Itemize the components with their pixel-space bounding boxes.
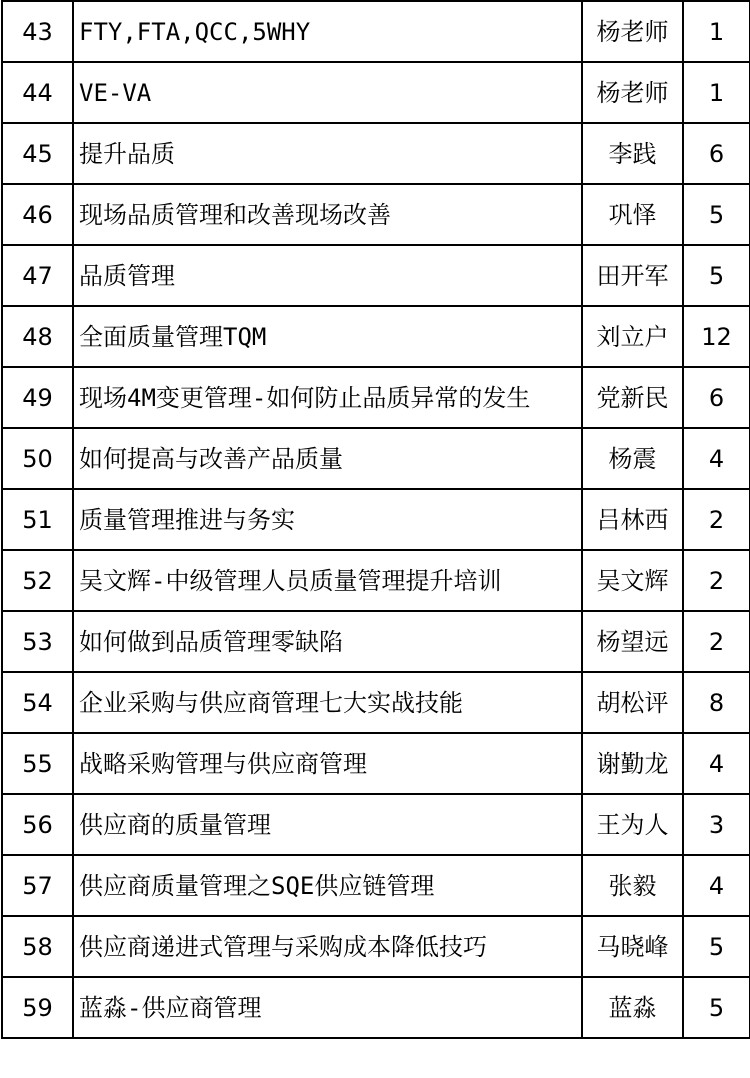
- row-number: 56: [2, 794, 73, 855]
- teacher-name: 胡松评: [582, 672, 683, 733]
- course-title: 现场品质管理和改善现场改善: [73, 184, 582, 245]
- session-count: 4: [683, 855, 750, 916]
- table-row: [2, 245, 750, 306]
- session-count: 3: [683, 794, 750, 855]
- course-title: 吴文辉-中级管理人员质量管理提升培训: [73, 550, 582, 611]
- row-number: 58: [2, 916, 73, 977]
- teacher-name: 张毅: [582, 855, 683, 916]
- table-row: [2, 916, 750, 977]
- session-count: 4: [683, 733, 750, 794]
- table-row: [2, 306, 750, 367]
- row-number: 45: [2, 123, 73, 184]
- session-count: 6: [683, 367, 750, 428]
- row-number: 47: [2, 245, 73, 306]
- course-title: 企业采购与供应商管理七大实战技能: [73, 672, 582, 733]
- course-title: 如何做到品质管理零缺陷: [73, 611, 582, 672]
- table-row: [2, 1, 750, 62]
- course-title: 品质管理: [73, 245, 582, 306]
- course-title: FTY,FTA,QCC,5WHY: [73, 1, 582, 62]
- row-number: 50: [2, 428, 73, 489]
- teacher-name: 刘立户: [582, 306, 683, 367]
- session-count: 2: [683, 550, 750, 611]
- teacher-name: 杨望远: [582, 611, 683, 672]
- session-count: 5: [683, 184, 750, 245]
- row-number: 43: [2, 1, 73, 62]
- table-row: [2, 367, 750, 428]
- table-row: [2, 428, 750, 489]
- teacher-name: 谢勤龙: [582, 733, 683, 794]
- row-number: 46: [2, 184, 73, 245]
- course-title: 蓝淼-供应商管理: [73, 977, 582, 1038]
- session-count: 2: [683, 611, 750, 672]
- row-number: 48: [2, 306, 73, 367]
- table-row: [2, 794, 750, 855]
- teacher-name: 杨老师: [582, 1, 683, 62]
- teacher-name: 王为人: [582, 794, 683, 855]
- session-count: 1: [683, 1, 750, 62]
- session-count: 6: [683, 123, 750, 184]
- table-row: [2, 611, 750, 672]
- teacher-name: 马晓峰: [582, 916, 683, 977]
- table-row: [2, 672, 750, 733]
- teacher-name: 杨老师: [582, 62, 683, 123]
- table-row: [2, 733, 750, 794]
- session-count: 8: [683, 672, 750, 733]
- row-number: 53: [2, 611, 73, 672]
- row-number: 57: [2, 855, 73, 916]
- row-number: 55: [2, 733, 73, 794]
- course-title: 供应商递进式管理与采购成本降低技巧: [73, 916, 582, 977]
- table-row: [2, 550, 750, 611]
- course-title: 提升品质: [73, 123, 582, 184]
- session-count: 4: [683, 428, 750, 489]
- teacher-name: 吕林西: [582, 489, 683, 550]
- table-row: [2, 855, 750, 916]
- teacher-name: 党新民: [582, 367, 683, 428]
- teacher-name: 杨震: [582, 428, 683, 489]
- course-title: VE-VA: [73, 62, 582, 123]
- row-number: 44: [2, 62, 73, 123]
- table-row: [2, 184, 750, 245]
- course-table: [1, 0, 750, 1039]
- table-row: [2, 977, 750, 1038]
- session-count: 5: [683, 977, 750, 1038]
- session-count: 5: [683, 245, 750, 306]
- teacher-name: 李践: [582, 123, 683, 184]
- teacher-name: 蓝淼: [582, 977, 683, 1038]
- course-title: 供应商质量管理之SQE供应链管理: [73, 855, 582, 916]
- course-title: 战略采购管理与供应商管理: [73, 733, 582, 794]
- teacher-name: 巩怿: [582, 184, 683, 245]
- course-title: 质量管理推进与务实: [73, 489, 582, 550]
- teacher-name: 吴文辉: [582, 550, 683, 611]
- row-number: 51: [2, 489, 73, 550]
- session-count: 1: [683, 62, 750, 123]
- table-row: [2, 123, 750, 184]
- course-title: 如何提高与改善产品质量: [73, 428, 582, 489]
- course-table-body: [2, 1, 750, 1038]
- course-title: 供应商的质量管理: [73, 794, 582, 855]
- course-title: 现场4M变更管理-如何防止品质异常的发生: [73, 367, 582, 428]
- session-count: 12: [683, 306, 750, 367]
- session-count: 5: [683, 916, 750, 977]
- row-number: 54: [2, 672, 73, 733]
- row-number: 52: [2, 550, 73, 611]
- row-number: 49: [2, 367, 73, 428]
- teacher-name: 田开军: [582, 245, 683, 306]
- row-number: 59: [2, 977, 73, 1038]
- table-row: [2, 489, 750, 550]
- course-title: 全面质量管理TQM: [73, 306, 582, 367]
- table-row: [2, 62, 750, 123]
- session-count: 2: [683, 489, 750, 550]
